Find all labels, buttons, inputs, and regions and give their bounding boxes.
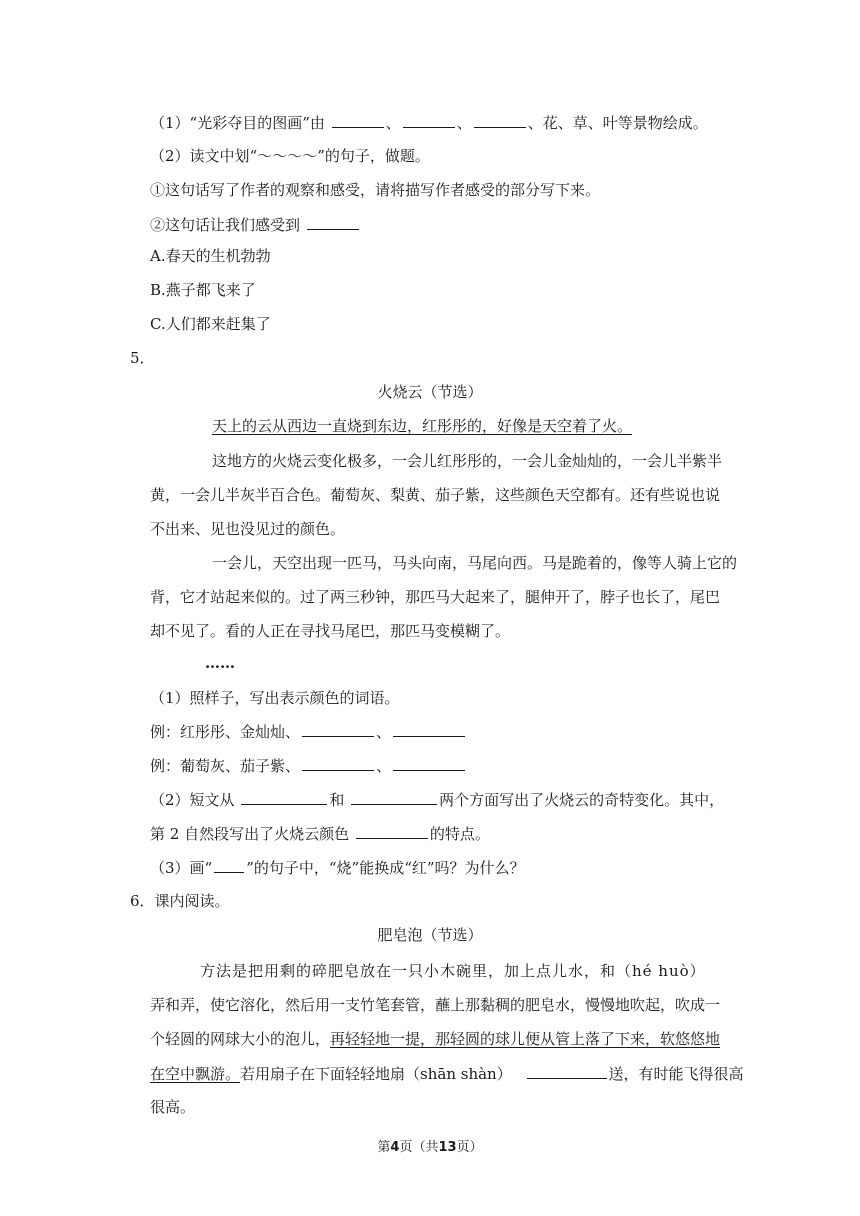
answer-blank[interactable] [302, 755, 374, 771]
answer-blank[interactable] [474, 112, 526, 128]
q6-line5: 很高。 [150, 1098, 196, 1116]
page-number: 4 [390, 1140, 400, 1155]
page-footer: 第4页（共13页） [377, 1140, 483, 1155]
q4-option-a: A.春天的生机勃勃 [150, 247, 271, 265]
answer-blank[interactable] [302, 721, 374, 737]
q6-underlined-part1: 再轻轻地一提，那轻圆的球儿便从管上落了下来，软悠悠地 [330, 1030, 721, 1048]
q5-sub1: （1）照样子，写出表示颜色的词语。 [150, 689, 400, 707]
q6-line4: 在空中飘游。若用扇子在下面轻轻地扇（shān shàn） 送，有时能飞得很高 [150, 1065, 744, 1083]
answer-blank[interactable] [307, 214, 359, 230]
q5-p2-line3: 却不见了。看的人正在寻找马尾巴，那匹马变模糊了。 [150, 622, 511, 640]
q6-underlined-part2: 在空中飘游。 [150, 1065, 241, 1083]
q5-p1-line3: 不出来、见也没见过的颜色。 [150, 520, 346, 538]
q5-p2-line1: 一会儿，天空出现一匹马，马头向南，马尾向西。马是跪着的，像等人骑上它的 [212, 554, 738, 572]
q5-example1: 例：红彤彤、金灿灿、 、 [150, 721, 467, 742]
q5-sub3: （3）画“ ”的句子中，“烧”能换成“红”吗？为什么？ [150, 859, 525, 877]
q6-title: 肥皂泡（节选） [377, 926, 483, 944]
q6-header: 6．课内阅读。 [130, 892, 230, 910]
answer-blank[interactable] [332, 112, 384, 128]
q6-line3: 个轻圆的网球大小的泡儿，再轻轻地一提，那轻圆的球儿便从管上落了下来，软悠悠地 [150, 1030, 721, 1048]
q5-p1-line1: 这地方的火烧云变化极多，一会儿红彤彤的，一会儿金灿灿的，一会儿半紫半 [212, 452, 723, 470]
answer-blank[interactable] [403, 112, 455, 128]
answer-blank[interactable] [351, 789, 437, 805]
q4-option-b: B.燕子都飞来了 [150, 281, 256, 299]
answer-blank[interactable] [356, 823, 428, 839]
q5-number: 5． [130, 349, 155, 367]
q4-sub2: （2）读文中划“～～～～”的句子，做题。 [150, 147, 430, 165]
underline-mark [214, 857, 244, 873]
answer-blank[interactable] [393, 721, 465, 737]
total-pages: 13 [438, 1140, 457, 1155]
q5-title: 火烧云（节选） [377, 383, 483, 401]
q4-sub1: （1）“光彩夺目的图画”由 、 、 、花、草、叶等景物绘成。 [150, 114, 708, 132]
answer-blank[interactable] [393, 755, 465, 771]
q5-p2-line2: 背，它才站起来似的。过了两三秒钟，那匹马大起来了，腿伸开了，脖子也长了，尾巴 [150, 588, 721, 606]
q6-line1: 方法是把用剩的碎肥皂放在一只小木碗里，加上点儿水，和（hé huò） [200, 962, 706, 980]
answer-blank[interactable] [527, 1063, 607, 1079]
q5-underlined-sentence: 天上的云从西边一直烧到东边，红彤彤的，好像是天空着了火。 [212, 417, 633, 435]
q5-example2: 例：葡萄灰、茄子紫、 、 [150, 755, 467, 776]
q4-item1: ①这句话写了作者的观察和感受，请将描写作者感受的部分写下来。 [150, 181, 601, 199]
answer-blank[interactable] [241, 789, 327, 805]
q4-item2: ②这句话让我们感受到 [150, 214, 361, 235]
q5-sub2-line2: 第 2 自然段写出了火烧云颜色 的特点。 [150, 825, 490, 843]
q6-line2: 弄和弄，使它溶化，然后用一支竹笔套管，蘸上那黏稠的肥皂水，慢慢地吹起，吹成一 [150, 996, 721, 1014]
q5-p1-line2: 黄，一会儿半灰半百合色。葡萄灰、梨黄、茄子紫，这些颜色天空都有。还有些说也说 [150, 486, 721, 504]
q5-sub2-line1: （2）短文从 和 两个方面写出了火烧云的奇特变化。其中， [150, 791, 725, 809]
q5-ellipsis: …… [205, 654, 235, 672]
q4-option-c: C.人们都来赶集了 [150, 315, 271, 333]
